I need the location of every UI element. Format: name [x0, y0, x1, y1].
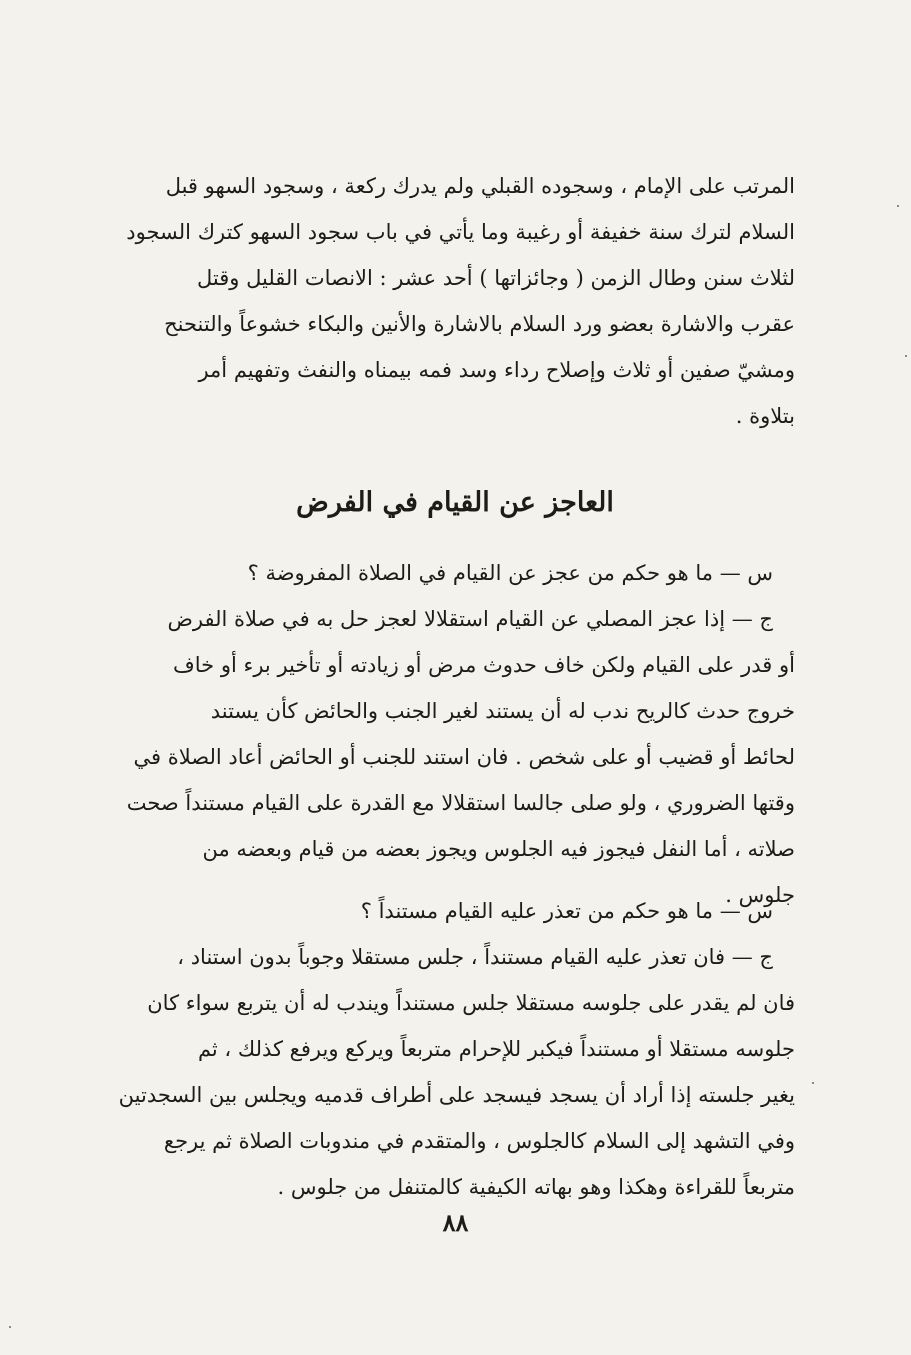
- text-line: السلام لترك سنة خفيفة أو رغيبة وما يأتي في باب سجود السهو كترك السجود: [126, 220, 795, 244]
- text-line: عقرب والاشارة بعضو ورد السلام بالاشارة والأنين والبكاء خشوعاً والتنحنح: [164, 312, 795, 336]
- text-line: ج — فان تعذر عليه القيام مستنداً ، جلس مستقلا وجوباً بدون استناد ،: [177, 945, 773, 969]
- text-line: أو قدر على القيام ولكن خاف حدوث مرض أو زيادته أو تأخير برء أو خاف: [173, 653, 795, 677]
- intro-paragraph: [115, 163, 795, 439]
- paper-speck: [905, 355, 907, 357]
- paper-speck: [9, 1326, 11, 1328]
- question-2: [115, 888, 795, 934]
- answer-1: [115, 596, 795, 918]
- text-line: ومشيّ صفين أو ثلاث وإصلاح رداء وسد فمه بيمناه والنفث وتفهيم أمر: [198, 358, 795, 382]
- text-line: وفي التشهد إلى السلام كالجلوس ، والمتقدم في مندوبات الصلاة ثم يرجع: [163, 1129, 795, 1153]
- text-line: خروج حدث كالريح ندب له أن يستند لغير الجنب والحائض كأن يستند: [210, 699, 795, 723]
- page-number: ٨٨: [442, 1208, 469, 1237]
- paper-speck: [897, 205, 899, 207]
- question-1: [115, 550, 795, 596]
- text-line: لحائط أو قضيب أو على شخص . فان استند للجنب أو الحائض أعاد الصلاة في: [133, 745, 795, 769]
- text-line: ج — إذا عجز المصلي عن القيام استقلالا لعجز حل به في صلاة الفرض: [167, 607, 773, 631]
- text-line: بتلاوة .: [735, 404, 795, 428]
- section-title: العاجز عن القيام في الفرض: [296, 487, 614, 518]
- question-line: س — ما هو حكم من تعذر عليه القيام مستنداً ؟: [360, 899, 773, 923]
- text-line: جلوسه مستقلا أو مستنداً فيكبر للإحرام متربعاً ويركع ويرفع كذلك ، ثم: [197, 1037, 795, 1061]
- text-line: وقتها الضروري ، ولو صلى جالسا استقلالا مع القدرة على القيام مستنداً صحت: [126, 791, 795, 815]
- text-line: لثلاث سنن وطال الزمن ( وجائزاتها ) أحد عشر : الانصات القليل وقتل: [197, 266, 795, 290]
- question-line: س — ما هو حكم من عجز عن القيام في الصلاة المفروضة ؟: [247, 561, 773, 585]
- text-line: يغير جلسته إذا أراد أن يسجد فيسجد على أطراف قدميه ويجلس بين السجدتين: [118, 1083, 795, 1107]
- text-line: المرتب على الإمام ، وسجوده القبلي ولم يدرك ركعة ، وسجود السهو قبل: [165, 174, 795, 198]
- text-line: فان لم يقدر على جلوسه مستقلا جلس مستنداً ويندب له أن يتربع سواء كان: [147, 991, 795, 1015]
- text-line: صلاته ، أما النفل فيجوز فيه الجلوس ويجوز بعضه من قيام وبعضه من: [202, 837, 795, 861]
- text-line: جلوس .: [725, 883, 795, 907]
- text-line: متربعاً للقراءة وهكذا وهو بهاته الكيفية كالمتنفل من جلوس .: [277, 1175, 795, 1199]
- paper-speck: [812, 1082, 814, 1084]
- answer-2: [115, 934, 795, 1210]
